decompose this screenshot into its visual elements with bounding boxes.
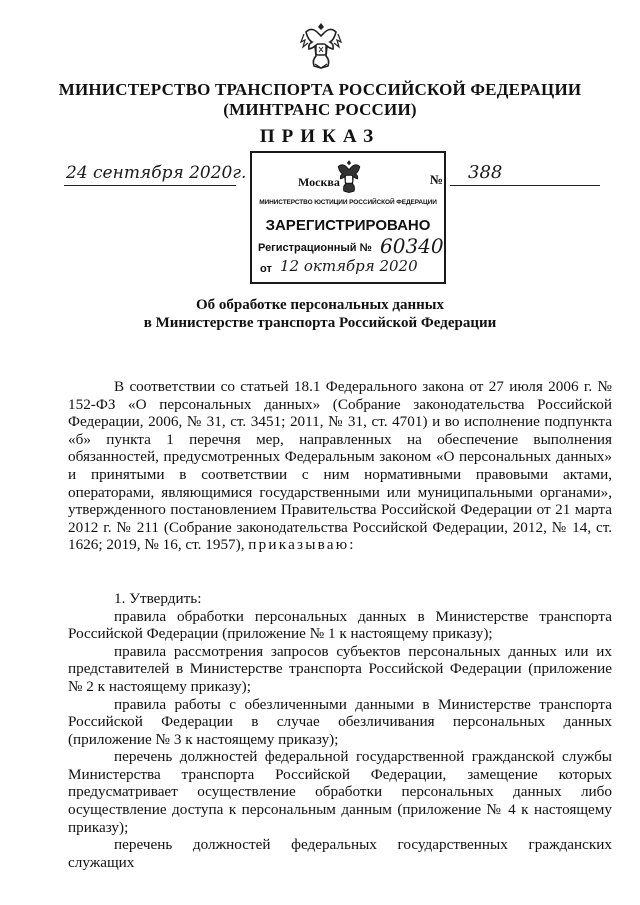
stamp-from-label: от [260, 263, 272, 275]
order-number-mark: № [430, 172, 444, 187]
preamble-text: В соответствии со статьей 18.1 Федерального закона от 27 июля 2006 г. № 152-ФЗ «О персональных данных» (Собрание законодательства Российской Федерации, 2006, № 31, ст. 3451; 2011, № 31, ст. 4701) и во исполнение подпункта «б» пункта 1 перечня мер, направленных на обеспечение выполнения обязанностей, предусмотренных Федеральным законом «О персональных данных» и принятыми в соответствии с ним нормативными правовыми актами, операторами, являющимися государственными или муниципальными органами», утвержденного постановлением Правительства Российской Федерации от 21 марта 2012 г. № 211 (Собрание законодательства Российской Федерации, 2012, № 14, ст. 1626; 2019, № 16, ст. 1957), [68, 378, 612, 554]
order-body [68, 378, 612, 871]
stamp-reg-number-label: Регистрационный № [258, 242, 372, 254]
order-subject-line2: в Министерстве транспорта Российской Федерации [143, 315, 497, 331]
item-1-heading: 1. Утвердить: [114, 589, 202, 607]
date-underline [64, 185, 236, 186]
stamp-ministry: МИНИСТЕРСТВО ЮСТИЦИИ РОССИЙСКОЙ ФЕДЕРАЦИИ [259, 199, 437, 206]
order-date-handwritten: 24 сентября 2020г. [66, 163, 247, 183]
list-item-rules-anonymized: правила работы с обезличенными данными в Министерстве транспорта Российской Федерации в случае обезличивания персональных данных (приложение № 3 к настоящему приказу); [68, 695, 612, 748]
order-subject-line1: Об обработке персональных данных [195, 297, 445, 313]
list-item-rules-processing: правила обработки персональных данных в Министерстве транспорта Российской Федерации (приложение № 1 к настоящему приказу); [68, 607, 612, 643]
list-item-positions-employees: перечень должностей федеральных государственных гражданских служащих [68, 836, 612, 871]
registration-stamp [250, 151, 446, 284]
stamp-reg-date-value: 12 октября 2020 [280, 257, 418, 275]
coat-of-arms-icon [298, 20, 344, 70]
list-item-positions-list: перечень должностей федеральной государственной гражданской службы Министерства транспорта Российской Федерации, замещение которых предусматривает осуществление обработки персональных данных либо осуществление доступа к персональным данным (приложение № 4 к настоящему приказу); [68, 748, 612, 836]
order-number-handwritten: 388 [468, 162, 503, 183]
stamp-reg-number-value: 60340 [380, 234, 444, 258]
ministry-name: МИНИСТЕРСТВО ТРАНСПОРТА РОССИЙСКОЙ ФЕДЕРАЦИИ [58, 80, 582, 99]
order-city: Москва [298, 175, 340, 189]
order-title: ПРИКАЗ [259, 126, 381, 147]
list-item-rules-requests: правила рассмотрения запросов субъектов персональных данных или их представителей в Министерстве транспорта Российской Федерации (приложение № 2 к настоящему приказу); [68, 642, 612, 695]
prikazyvayu-word: приказываю: [248, 536, 356, 554]
stamp-registered: ЗАРЕГИСТРИРОВАНО [265, 217, 431, 234]
preamble-paragraph [68, 378, 612, 554]
number-underline [450, 185, 600, 186]
ministry-short-name: (МИНТРАНС РОССИИ) [223, 100, 417, 119]
